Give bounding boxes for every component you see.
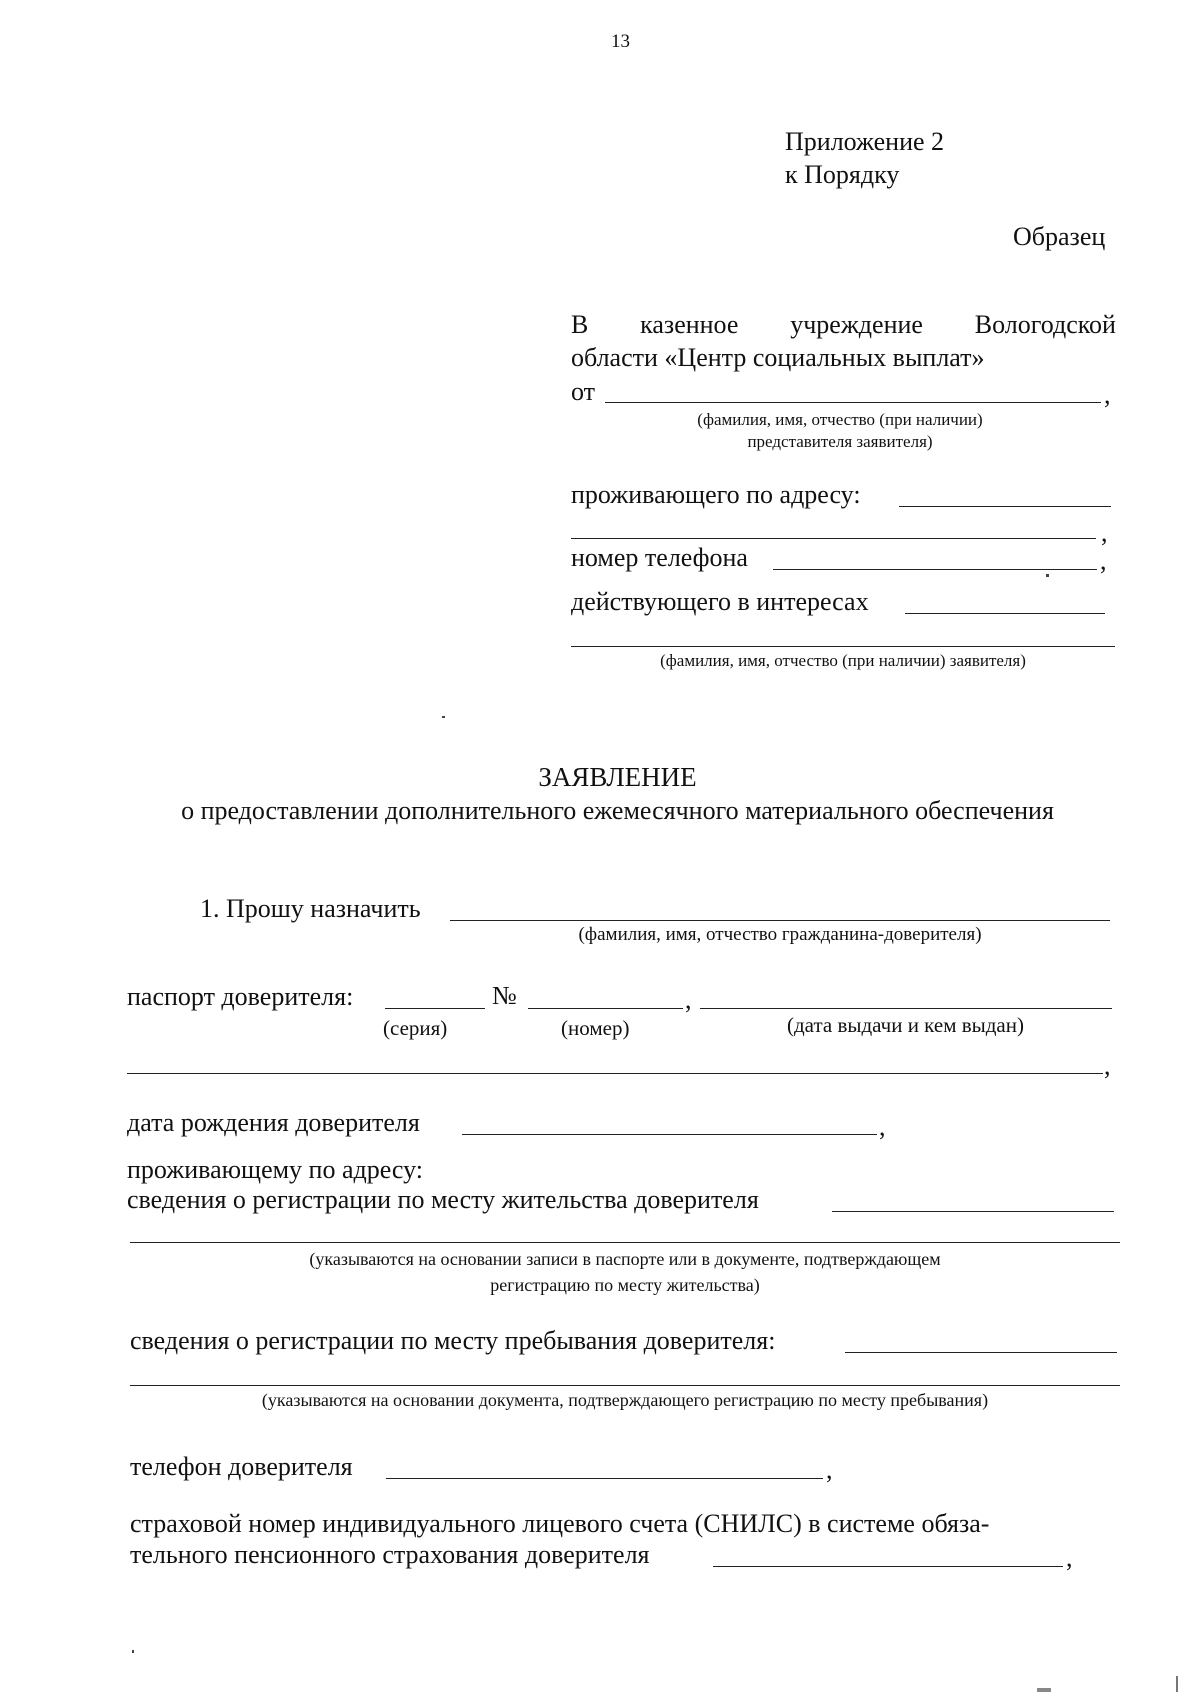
comma: , bbox=[879, 1112, 886, 1141]
addressee-line-2: области «Центр социальных выплат» bbox=[571, 343, 985, 372]
scan-speck bbox=[1046, 574, 1049, 577]
snils-field[interactable] bbox=[713, 1566, 1063, 1567]
comma: , bbox=[1104, 380, 1111, 409]
number-sign: № bbox=[492, 981, 517, 1010]
residence-registration-caption-1: (указываются на основании записи в паспорте или в документе, подтверждающем bbox=[309, 1249, 941, 1269]
birth-date-label: дата рождения доверителя bbox=[127, 1108, 420, 1137]
from-label: от bbox=[571, 377, 596, 406]
comma: , bbox=[1104, 1051, 1111, 1080]
comma: , bbox=[826, 1455, 833, 1484]
acting-for-label: действующего в интересах bbox=[571, 587, 869, 616]
representative-name-caption-2: представителя заявителя) bbox=[747, 432, 933, 451]
representative-name-caption-1: (фамилия, имя, отчество (при наличии) bbox=[697, 410, 983, 429]
passport-series-field[interactable] bbox=[385, 1008, 485, 1009]
passport-issued-field[interactable] bbox=[700, 1008, 1112, 1009]
passport-issued-caption: (дата выдачи и кем выдан) bbox=[787, 1013, 1024, 1037]
grantor-residing-label: проживающему по адресу: bbox=[127, 1155, 424, 1184]
appendix-title: Приложение 2 bbox=[785, 127, 945, 156]
scan-speck bbox=[1037, 1688, 1051, 1692]
birth-date-field[interactable] bbox=[462, 1134, 877, 1135]
representative-phone-field[interactable] bbox=[773, 569, 1097, 570]
request-label: 1. Прошу назначить bbox=[200, 894, 421, 923]
page-number: 13 bbox=[611, 31, 630, 52]
document-subtitle: о предоставлении дополнительного ежемесячного материального обеспечения bbox=[181, 796, 1054, 825]
residence-registration-field-2[interactable] bbox=[130, 1242, 1120, 1243]
stay-registration-caption: (указываются на основании документа, подтверждающего регистрацию по месту пребывания) bbox=[261, 1390, 989, 1410]
comma: , bbox=[1100, 546, 1107, 575]
passport-number-field[interactable] bbox=[528, 1008, 683, 1009]
passport-number-caption: (номер) bbox=[561, 1016, 630, 1040]
document-title: ЗАЯВЛЕНИЕ bbox=[538, 762, 697, 792]
residence-registration-caption-2: регистрацию по месту жительства) bbox=[490, 1275, 760, 1295]
snils-label-line-1: страховой номер индивидуального лицевого счета (СНИЛС) в системе обяза- bbox=[130, 1509, 990, 1538]
scan-speck bbox=[132, 1650, 134, 1653]
residence-registration-field[interactable] bbox=[832, 1211, 1114, 1212]
addressee-word-3: учреждение bbox=[790, 310, 923, 339]
appendix-reference: к Порядку bbox=[785, 160, 900, 189]
residence-registration-label: сведения о регистрации по месту жительства доверителя bbox=[127, 1185, 759, 1214]
representative-name-field[interactable] bbox=[605, 402, 1101, 403]
comma: , bbox=[1101, 518, 1108, 547]
stay-registration-field-2[interactable] bbox=[130, 1385, 1120, 1386]
addressee-line-1 bbox=[571, 310, 1116, 340]
addressee-word-4: Вологодской bbox=[974, 310, 1116, 339]
snils-label-line-2: тельного пенсионного страхования доверителя bbox=[130, 1540, 650, 1569]
scan-speck bbox=[442, 716, 445, 718]
acting-for-field[interactable] bbox=[905, 613, 1105, 614]
grantor-phone-field[interactable] bbox=[386, 1478, 823, 1479]
stay-registration-label: сведения о регистрации по месту пребывания доверителя: bbox=[130, 1326, 776, 1355]
comma: , bbox=[685, 985, 692, 1014]
grantor-name-field[interactable] bbox=[450, 920, 1110, 921]
passport-series-caption: (серия) bbox=[383, 1016, 448, 1040]
grantor-name-caption: (фамилия, имя, отчество гражданина-доверителя) bbox=[578, 924, 982, 945]
applicant-name-caption: (фамилия, имя, отчество (при наличии) заявителя) bbox=[660, 651, 1026, 670]
addressee-word-2: казенное bbox=[640, 310, 739, 339]
passport-issued-field-2[interactable] bbox=[127, 1073, 1103, 1074]
scan-speck bbox=[1176, 1676, 1178, 1692]
representative-address-field[interactable] bbox=[899, 506, 1111, 507]
sample-label: Образец bbox=[1013, 222, 1106, 251]
comma: , bbox=[1066, 1543, 1073, 1572]
grantor-phone-label: телефон доверителя bbox=[130, 1452, 353, 1481]
stay-registration-field[interactable] bbox=[845, 1352, 1117, 1353]
representative-residing-label: проживающего по адресу: bbox=[571, 480, 861, 509]
representative-phone-label: номер телефона bbox=[571, 543, 748, 572]
addressee-word-1: В bbox=[571, 310, 589, 339]
representative-address-field-2[interactable] bbox=[571, 538, 1096, 539]
passport-label: паспорт доверителя: bbox=[127, 982, 354, 1011]
applicant-name-field[interactable] bbox=[571, 646, 1115, 647]
